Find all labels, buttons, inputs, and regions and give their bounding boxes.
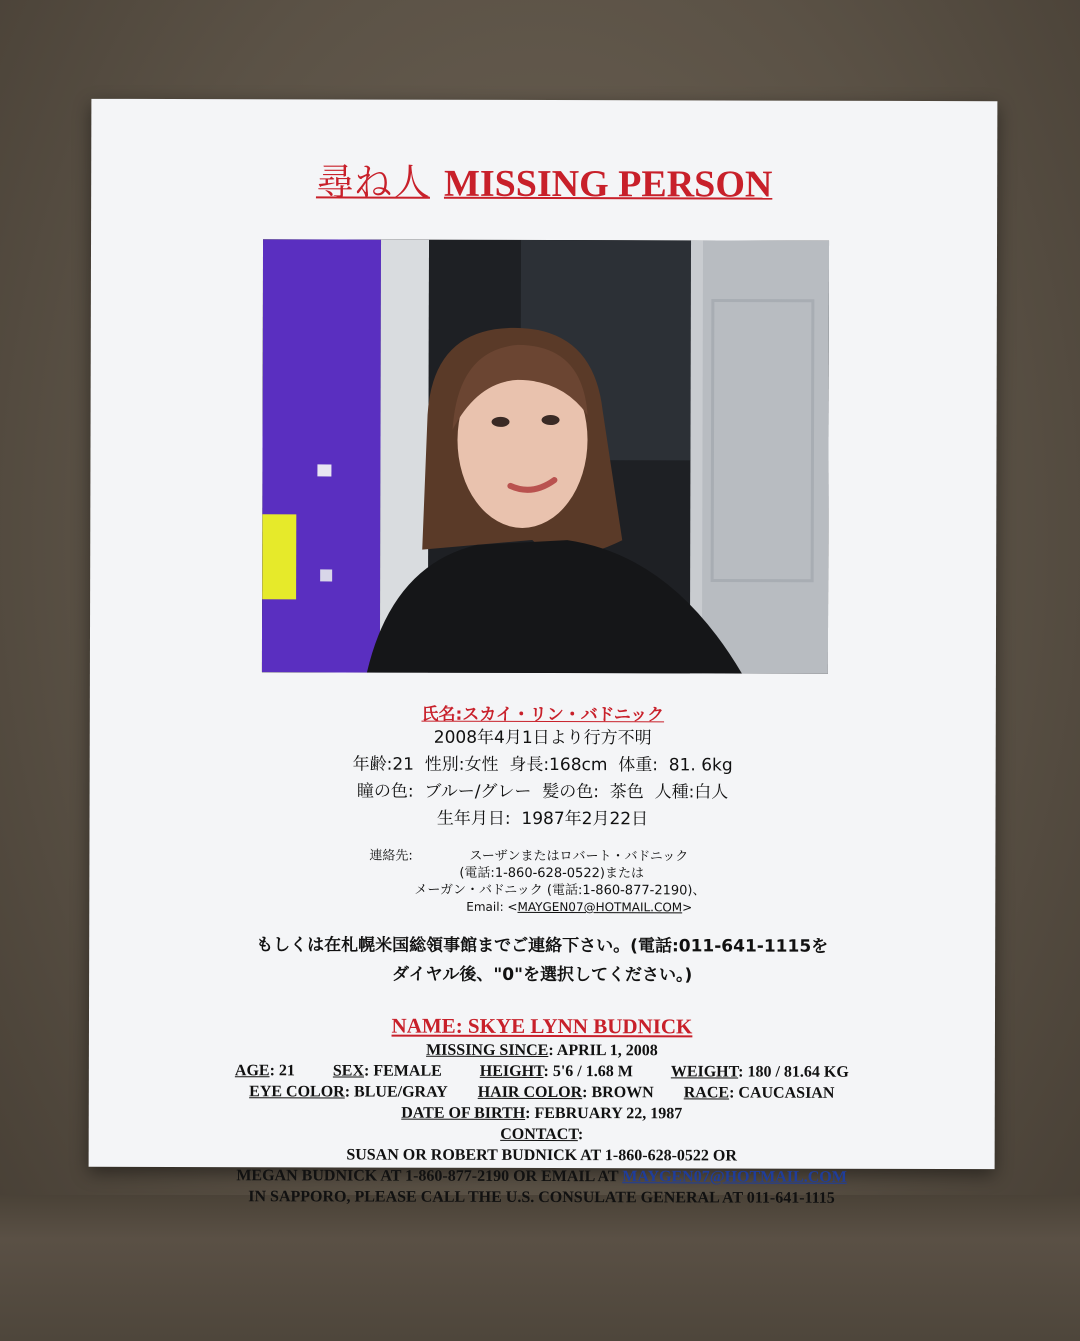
en-height-value: : 5'6 / 1.68 M (543, 1063, 633, 1081)
en-weight-label: WEIGHT (670, 1063, 739, 1081)
en-weight-value: : 180 / 81.64 KG (738, 1063, 849, 1081)
en-contact-line-2-text: MEGAN BUDNICK AT 1-860-877-2190 OR EMAIL AT (236, 1167, 623, 1186)
jp-consulate-line-2: ダイヤル後、"0"を選択してください。) (391, 964, 693, 986)
en-contact-heading (89, 1123, 995, 1146)
en-eye-value: : BLUE/GRAY (344, 1083, 448, 1101)
en-sex-label: SEX (332, 1062, 365, 1080)
japanese-details (89, 699, 995, 834)
en-hair-label: HAIR COLOR (477, 1083, 583, 1102)
title-japanese: 尋ね人 (315, 160, 431, 205)
jp-contact-label: 連絡先: (369, 848, 413, 864)
en-email-link: MAYGEN07@HOTMAIL.COM (622, 1168, 847, 1186)
en-race-label: RACE (683, 1084, 730, 1102)
jp-email-prefix: Email: < (466, 899, 518, 914)
title-english: MISSING PERSON (443, 162, 773, 206)
jp-name: 氏名:スカイ・リン・バドニック (421, 704, 665, 726)
en-contact-label: CONTACT (500, 1125, 578, 1144)
en-missing-value: : APRIL 1, 2008 (548, 1042, 658, 1060)
missing-person-photo (262, 239, 829, 673)
jp-appearance: 瞳の色: ブルー/グレー 髪の色: 茶色 人種:白人 (356, 781, 729, 803)
jp-consulate-notice (89, 931, 995, 991)
en-missing-label: MISSING SINCE (426, 1041, 549, 1060)
en-sex-value: : FEMALE (364, 1062, 442, 1080)
en-race-value: : CAUCASIAN (729, 1084, 835, 1102)
en-age-label: AGE (234, 1062, 270, 1080)
jp-contact-line-2: (電話:1-860-628-0522)または (459, 865, 644, 882)
en-age-value: : 21 (269, 1062, 295, 1080)
couch-background (0, 1195, 1080, 1341)
en-height-label: HEIGHT (479, 1062, 544, 1081)
jp-consulate-line-1: もしくは在札幌米国総領事館までご連絡下さい。(電話:011-641-1115を (256, 935, 829, 957)
en-missing-since (89, 1039, 995, 1062)
jp-missing-since: 2008年4月1日より行方不明 (433, 727, 652, 749)
en-dob-value: : FEBRUARY 22, 1987 (525, 1104, 683, 1123)
jp-contact (369, 848, 769, 917)
en-hair-value: : BROWN (582, 1084, 654, 1102)
en-contact-colon: : (577, 1126, 584, 1144)
missing-person-flyer (89, 99, 998, 1207)
en-date-of-birth (89, 1102, 995, 1125)
photo-illustration (262, 239, 829, 673)
en-contact-line-1: SUSAN OR ROBERT BUDNICK AT 1-860-628-0522 OR (346, 1146, 737, 1165)
en-contact-line-2 (89, 1165, 995, 1188)
jp-date-of-birth: 生年月日: 1987年2月22日 (436, 808, 649, 830)
jp-contact-email-line (369, 899, 769, 917)
en-stats-row (89, 1060, 995, 1083)
en-contact-line-3: IN SAPPORO, PLEASE CALL THE U.S. CONSULATE GENERAL AT 011-641-1115 (248, 1188, 835, 1207)
jp-contact-line-3: メーガン・バドニック (電話:1-860-877-2190)、 (414, 882, 706, 899)
flyer-title (91, 151, 997, 208)
en-dob-label: DATE OF BIRTH (401, 1104, 526, 1122)
jp-stats: 年齢:21 性別:女性 身長:168cm 体重: 81. 6kg (352, 754, 733, 776)
en-appearance-row (89, 1081, 995, 1104)
jp-contact-line-1: スーザンまたはロバート・バドニック (469, 848, 689, 865)
en-eye-label: EYE COLOR (249, 1083, 345, 1101)
en-name: NAME: SKYE LYNN BUDNICK (391, 1013, 693, 1039)
jp-email-link: MAYGEN07@HOTMAIL.COM (517, 899, 683, 915)
english-details (88, 1011, 995, 1209)
jp-email-suffix: > (682, 900, 693, 915)
